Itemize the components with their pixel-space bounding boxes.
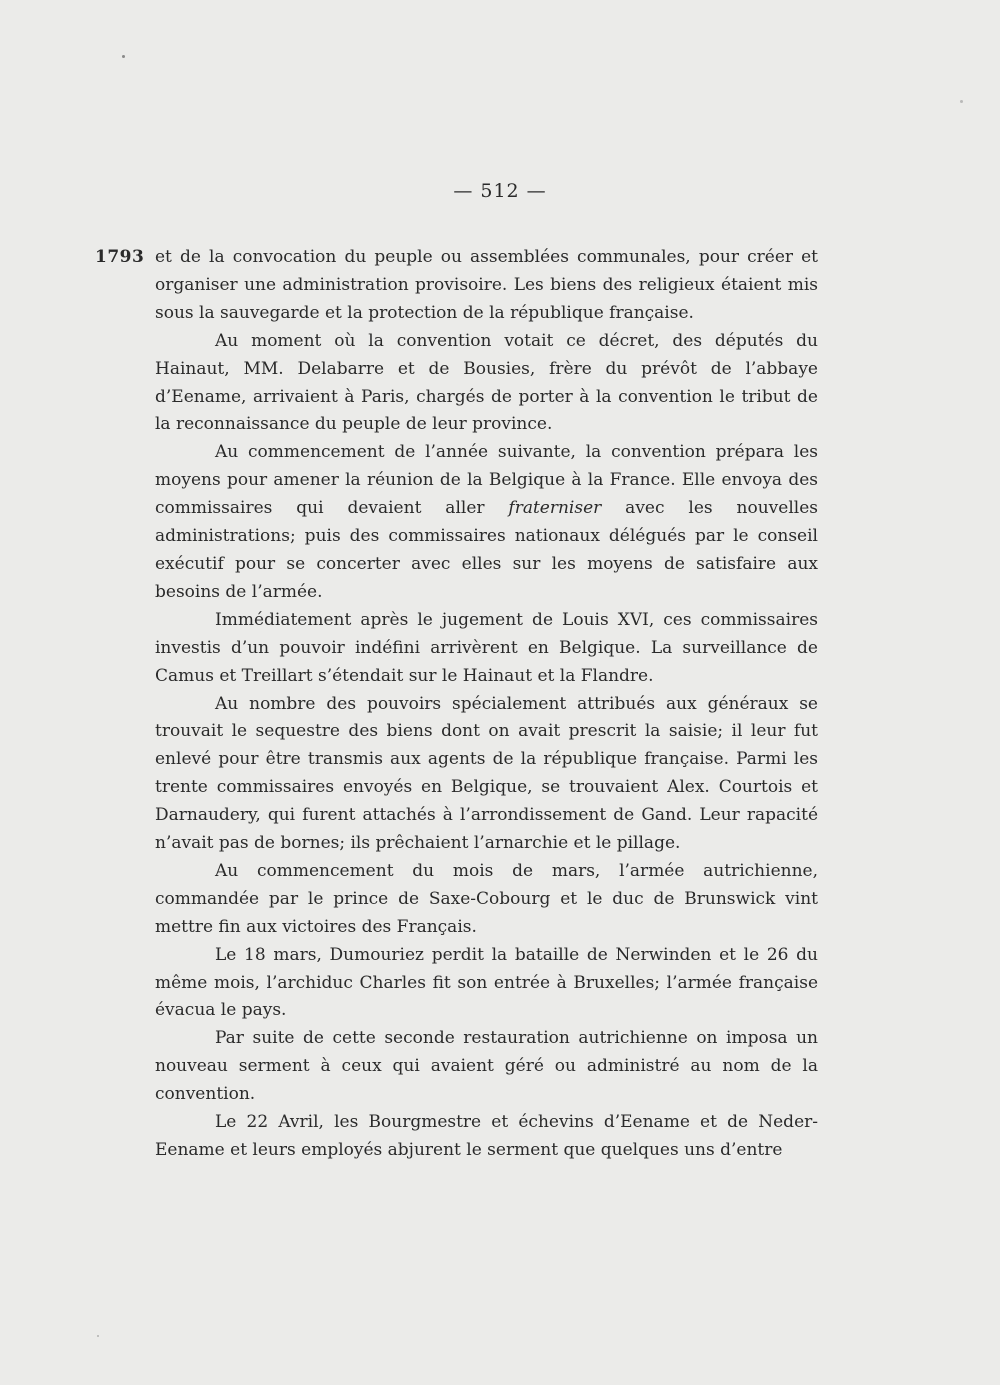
body-text [155,244,818,1165]
text-run: avec les nouvelles administrations; puis des commissaires nationaux délégués par le conseil exécutif pour se concerter avec elles sur les moyens de satisfaire aux besoins de l’armée. [155,498,818,602]
paragraph [155,1025,818,1109]
paragraph [155,439,818,606]
text-run: Au nombre des pouvoirs spécialement attribués aux généraux se trouvait le sequestre des biens dont on avait prescrit la saisie; il leur fut enlevé pour être transmis aux agents de la république française. Parmi les trente commissaires envoyés en Belgique, se trouvaient Alex. Courtois et Darnaudery, qui furent attachés à l’arrondissement de Gand. Leur rapacité n’avait pas de bornes; ils prêchaient l’arnarchie et le pillage. [155,693,818,854]
paragraph [155,942,818,1026]
page-number: — 512 — [453,180,547,202]
text-run: et de la convocation du peuple ou assemblées communales, pour créer et organiser une administration provisoire. Les biens des religieux étaient mis sous la sauvegarde et la protection de la république française. [155,247,818,323]
text-run: Immédiatement après le jugement de Louis XVI, ces commissaires investis d’un pouvoir indéfini arrivèrent en Belgique. La surveillance de Camus et Treillart s’étendait sur le Hainaut et la Flandre. [155,609,818,686]
paragraph [155,858,818,942]
text-run: Au moment où la convention votait ce décret, des députés du Hainaut, MM. Delabarre et de Bousies, frère du prévôt de l’abbaye d’Eename, arrivaient à Paris, chargés de porter à la convention le tribut de la reconnaissance du peuple de leur province. [155,330,818,435]
paper-speck [122,55,125,58]
text-run: Au commencement du mois de mars, l’armée autrichienne, commandée par le prince de Saxe-Cobourg et le duc de Brunswick vint mettre fin aux victoires des Français. [155,860,818,937]
paragraph [155,607,818,691]
text-run: Par suite de cette seconde restauration autrichienne on imposa un nouveau serment à ceux qui avaient géré ou administré au nom de la convention. [155,1028,818,1105]
margin-year: 1793 [95,247,145,267]
paragraph [155,244,818,328]
text-run: Au commencement de l’année suivante, la convention prépara les moyens pour amener la réunion de la Belgique à la France. Elle envoya des commissaires qui devaient aller [155,442,818,519]
paper-speck [97,1335,99,1337]
paragraph [155,1109,818,1165]
text-run: Le 22 Avril, les Bourgmestre et échevins d’Eename et de Neder-Eename et leurs employés abjurent le serment que quelques uns d’entre [155,1112,818,1160]
paragraph [155,328,818,440]
text-run: Le 18 mars, Dumouriez perdit la bataille de Nerwinden et le 26 du même mois, l’archiduc Charles fit son entrée à Bruxelles; l’armée française évacua le pays. [155,944,818,1021]
italic-text-run: fraterniser [508,498,602,519]
paragraph [155,691,818,858]
paper-speck [960,100,963,103]
